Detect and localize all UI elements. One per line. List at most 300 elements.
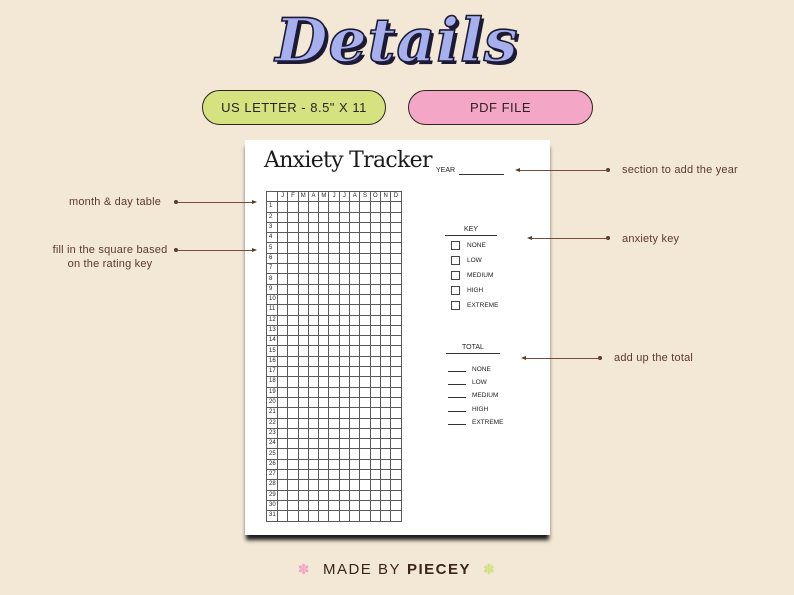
tracker-cell [329,315,339,325]
day-row [267,408,402,418]
arrow-head [515,168,520,172]
tracker-cell [380,315,390,325]
tracker-cell [308,428,318,438]
tracker-cell [391,202,401,212]
day-number: 16 [267,356,278,366]
tracker-cell [308,408,318,418]
tracker-cell [339,356,349,366]
tracker-cell [370,418,380,428]
tracker-cell [298,449,308,459]
tracker-cell [308,356,318,366]
arrow-line [520,170,608,171]
tracker-cell [380,377,390,387]
tracker-cell [360,387,370,397]
tracker-cell [339,346,349,356]
day-row [267,439,402,449]
tracker-cell [298,325,308,335]
tracker-cell [329,346,339,356]
tracker-cell [391,243,401,253]
tracker-cell [308,480,318,490]
tracker-cell [391,222,401,232]
total-blank-line [448,424,466,425]
tracker-cell [380,222,390,232]
tracker-cell [370,305,380,315]
tracker-cell [329,233,339,243]
tracker-cell [360,397,370,407]
flower-icon: ✽ [297,561,311,577]
tracker-cell [288,356,298,366]
tracker-cell [278,315,288,325]
key-label: HIGH [467,287,484,294]
day-number: 3 [267,222,278,232]
tracker-cell [360,264,370,274]
day-row [267,480,402,490]
tracker-cell [308,243,318,253]
total-label: LOW [472,379,487,386]
tracker-cell [319,222,329,232]
day-row [267,418,402,428]
tracker-cell [298,459,308,469]
tracker-cell [339,325,349,335]
tracker-cell [339,367,349,377]
tracker-cell [370,222,380,232]
tracker-cell [370,356,380,366]
day-row [267,253,402,263]
tracker-cell [350,377,360,387]
tracker-cell [391,336,401,346]
tracker-cell [298,346,308,356]
tracker-cell [298,480,308,490]
tracker-cell [370,511,380,521]
tracker-cell [329,439,339,449]
tracker-cell [308,294,318,304]
tracker-cell [370,449,380,459]
tracker-cell [370,480,380,490]
tracker-cell [298,202,308,212]
tracker-cell [350,356,360,366]
key-heading: KEY [445,226,497,236]
tracker-cell [339,490,349,500]
day-number: 23 [267,428,278,438]
tracker-cell [308,367,318,377]
month-header-cell: A [308,192,318,202]
tracker-cell [288,439,298,449]
tracker-cell [298,397,308,407]
tracker-cell [360,315,370,325]
tracker-cell [360,439,370,449]
tracker-cell [329,387,339,397]
tracker-cell [288,511,298,521]
key-checkbox [451,256,460,265]
tracker-cell [350,233,360,243]
total-item [448,378,487,386]
tracker-cell [288,233,298,243]
day-row [267,294,402,304]
tracker-cell [278,233,288,243]
tracker-cell [329,253,339,263]
tracker-cell [319,315,329,325]
total-blank-line [448,397,466,398]
tracker-cell [319,346,329,356]
key-label: EXTREME [467,302,499,309]
annotation-fill-line1: fill in the square based [52,244,168,256]
tracker-cell [288,294,298,304]
tracker-cell [380,367,390,377]
tracker-cell [339,439,349,449]
tracker-cell [360,305,370,315]
tracker-cell [308,500,318,510]
day-row [267,459,402,469]
tracker-cell [380,387,390,397]
tracker-cell [278,294,288,304]
tracker-cell [329,449,339,459]
month-header-cell: M [298,192,308,202]
annotation-fill [51,243,169,271]
tracker-cell [278,397,288,407]
tracker-cell [391,387,401,397]
tracker-cell [278,243,288,253]
month-header-cell: N [380,192,390,202]
tracker-cell [360,202,370,212]
day-row [267,305,402,315]
tracker-cell [350,253,360,263]
tracker-cell [329,418,339,428]
tracker-cell [278,367,288,377]
tracker-cell [288,459,298,469]
tracker-cell [391,500,401,510]
tracker-cell [380,408,390,418]
day-number: 9 [267,284,278,294]
tracker-cell [339,233,349,243]
tracker-cell [350,274,360,284]
tracker-cell [278,439,288,449]
tracker-cell [288,325,298,335]
key-checkbox [451,241,460,250]
tracker-cell [298,356,308,366]
tracker-cell [288,336,298,346]
size-badge: US LETTER - 8.5" X 11 [202,90,386,125]
tracker-cell [329,294,339,304]
tracker-cell [380,212,390,222]
tracker-cell [350,243,360,253]
tracker-cell [308,346,318,356]
tracker-cell [308,284,318,294]
tracker-cell [329,243,339,253]
tracker-cell [391,459,401,469]
day-row [267,356,402,366]
total-label: EXTREME [472,419,504,426]
tracker-cell [391,233,401,243]
key-item [451,286,483,295]
annotation-table: month & day table [69,196,162,208]
tracker-cell [319,325,329,335]
day-number: 8 [267,274,278,284]
tracker-cell [319,500,329,510]
tracker-cell [288,428,298,438]
tracker-cell [278,325,288,335]
tracker-cell [288,274,298,284]
key-item [451,256,482,265]
month-header-cell: D [391,192,401,202]
tracker-cell [339,294,349,304]
tracker-cell [370,243,380,253]
tracker-cell [380,418,390,428]
year-label: YEAR [436,167,456,174]
tracker-cell [339,202,349,212]
tracker-cell [288,387,298,397]
total-item [448,365,491,373]
tracker-cell [380,253,390,263]
tracker-cell [298,274,308,284]
day-row [267,243,402,253]
year-line [459,174,504,175]
day-row [267,336,402,346]
annotation-fill-line2: on the rating key [67,258,153,270]
day-number: 17 [267,367,278,377]
tracker-cell [380,449,390,459]
tracker-cell [329,202,339,212]
tracker-cell [370,408,380,418]
tracker-cell [350,202,360,212]
tracker-cell [319,367,329,377]
tracker-cell [278,449,288,459]
tracker-cell [339,243,349,253]
tracker-cell [298,428,308,438]
tracker-cell [339,449,349,459]
tracker-cell [370,274,380,284]
tracker-cell [350,222,360,232]
tracker-cell [319,418,329,428]
tracker-cell [370,439,380,449]
tracker-cell [350,387,360,397]
tracker-cell [319,428,329,438]
day-number: 10 [267,294,278,304]
tracker-cell [319,408,329,418]
tracker-cell [360,490,370,500]
tracker-cell [360,233,370,243]
tracker-cell [329,511,339,521]
key-label: NONE [467,242,486,249]
month-header-cell: F [288,192,298,202]
day-number: 6 [267,253,278,263]
key-checkbox [451,286,460,295]
total-item [448,391,498,399]
page-heading: Details [275,6,519,76]
tracker-cell [288,500,298,510]
tracker-cell [339,480,349,490]
tracker-cell [298,222,308,232]
tracker-cell [319,274,329,284]
tracker-cell [339,377,349,387]
month-header-cell: J [339,192,349,202]
tracker-cell [380,346,390,356]
tracker-cell [380,356,390,366]
tracker-cell [380,397,390,407]
tracker-cell [350,294,360,304]
tracker-cell [319,284,329,294]
tracker-cell [298,305,308,315]
total-label: NONE [472,366,491,373]
tracker-cell [339,459,349,469]
tracker-cell [391,480,401,490]
tracker-cell [278,274,288,284]
tracker-cell [380,511,390,521]
tracker-cell [370,212,380,222]
tracker-cell [278,356,288,366]
day-number: 30 [267,500,278,510]
tracker-cell [380,439,390,449]
tracker-cell [370,294,380,304]
tracker-cell [370,470,380,480]
day-number: 29 [267,490,278,500]
month-header-cell: M [319,192,329,202]
tracker-cell [350,500,360,510]
key-item [451,271,493,280]
tracker-cell [391,264,401,274]
tracker-cell [308,212,318,222]
tracker-cell [288,418,298,428]
tracker-cell [308,377,318,387]
tracker-cell [370,336,380,346]
tracker-cell [329,284,339,294]
day-number: 26 [267,459,278,469]
tracker-cell [339,408,349,418]
tracker-cell [298,336,308,346]
tracker-cell [329,367,339,377]
tracker-cell [360,346,370,356]
tracker-cell [329,274,339,284]
tracker-cell [278,346,288,356]
tracker-cell [350,397,360,407]
day-number: 21 [267,408,278,418]
tracker-cell [391,367,401,377]
day-row [267,511,402,521]
tracker-cell [370,387,380,397]
tracker-cell [360,408,370,418]
tracker-cell [329,397,339,407]
tracker-cell [380,490,390,500]
tracker-cell [298,470,308,480]
day-row [267,470,402,480]
tracker-cell [339,336,349,346]
tracker-cell [329,356,339,366]
day-row [267,274,402,284]
tracker-cell [360,336,370,346]
tracker-cell [278,480,288,490]
arrow-head [521,356,526,360]
tracker-cell [329,222,339,232]
tracker-cell [288,397,298,407]
tracker-cell [339,470,349,480]
tracker-cell [350,264,360,274]
tracker-cell [391,397,401,407]
tracker-cell [370,346,380,356]
tracker-cell [391,418,401,428]
total-label: HIGH [472,406,489,413]
tracker-cell [319,397,329,407]
day-row [267,428,402,438]
key-checkbox [451,301,460,310]
arrow-line [177,202,253,203]
brand-name: PIECEY [406,561,472,578]
tracker-cell [380,459,390,469]
tracker-cell [308,264,318,274]
tracker-cell [391,294,401,304]
tracker-cell [288,284,298,294]
tracker-cell [288,470,298,480]
tracker-cell [319,449,329,459]
day-number: 15 [267,346,278,356]
day-number: 14 [267,336,278,346]
tracker-cell [319,233,329,243]
tracker-cell [278,428,288,438]
month-day-table [266,191,402,522]
tracker-cell [350,418,360,428]
total-blank-line [448,411,466,412]
tracker-cell [288,408,298,418]
tracker-cell [298,233,308,243]
day-row [267,490,402,500]
day-row [267,264,402,274]
tracker-cell [339,212,349,222]
month-header-row [267,192,402,202]
month-header-cell: S [360,192,370,202]
tracker-cell [308,511,318,521]
tracker-cell [360,274,370,284]
tracker-cell [350,315,360,325]
tracker-cell [319,387,329,397]
footer [0,561,794,578]
arrow-head [252,248,257,252]
day-number: 27 [267,470,278,480]
tracker-cell [278,202,288,212]
tracker-cell [339,428,349,438]
tracker-cell [391,511,401,521]
tracker-cell [278,408,288,418]
tracker-cell [391,274,401,284]
tracker-cell [278,336,288,346]
tracker-cell [308,222,318,232]
tracker-cell [360,459,370,469]
tracker-cell [319,294,329,304]
tracker-cell [380,480,390,490]
tracker-cell [350,449,360,459]
tracker-cell [319,202,329,212]
day-number: 31 [267,511,278,521]
tracker-cell [360,470,370,480]
day-number: 7 [267,264,278,274]
tracker-cell [329,500,339,510]
tracker-cell [329,325,339,335]
tracker-cell [339,315,349,325]
tracker-cell [308,387,318,397]
tracker-cell [360,418,370,428]
tracker-cell [308,470,318,480]
tracker-cell [391,377,401,387]
tracker-cell [329,264,339,274]
corner-cell [267,192,278,202]
tracker-cell [298,387,308,397]
tracker-cell [391,490,401,500]
tracker-cell [380,500,390,510]
tracker-cell [288,264,298,274]
arrow-line [532,238,608,239]
tracker-cell [298,253,308,263]
day-row [267,222,402,232]
tracker-cell [319,480,329,490]
tracker-cell [380,336,390,346]
tracker-cell [360,377,370,387]
